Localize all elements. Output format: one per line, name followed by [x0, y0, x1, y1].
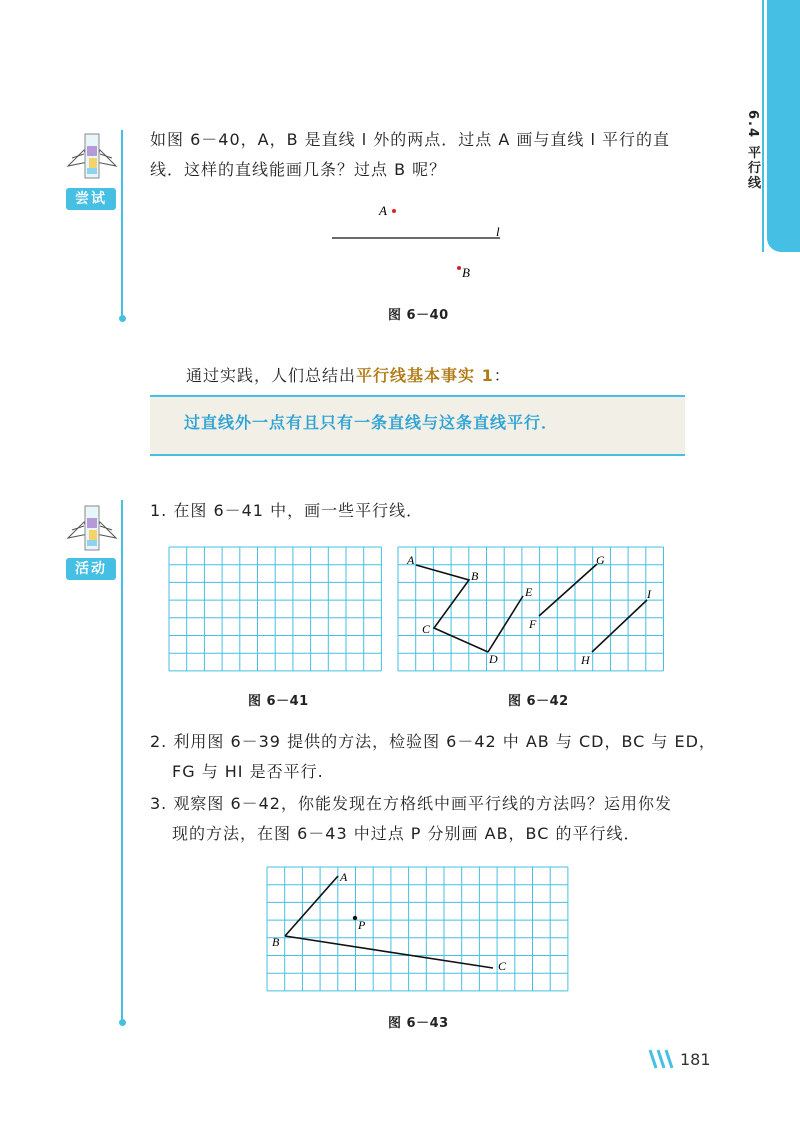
- point-p: [353, 916, 357, 920]
- segment-de: [488, 596, 523, 652]
- figure-6-41-caption: 图 6－41: [248, 694, 309, 709]
- label-p: P: [358, 918, 366, 932]
- fact-colon: ：: [493, 366, 511, 385]
- figure-6-40: [320, 195, 520, 295]
- label-e: E: [525, 585, 533, 599]
- activity-guide-dot: [119, 1019, 126, 1026]
- activity-item-2-line1: 2. 利用图 6－39 提供的方法，检验图 6－42 中 AB 与 CD，BC 与 ED，: [150, 732, 716, 751]
- label-g: G: [596, 553, 605, 567]
- label-a: A: [340, 870, 348, 884]
- label-d: D: [489, 652, 498, 666]
- fact-highlight: 平行线基本事实 1: [356, 366, 494, 385]
- page-stripes-icon: [648, 1048, 678, 1070]
- label-a: A: [407, 553, 415, 567]
- fact-statement: 过直线外一点有且只有一条直线与这条直线平行．: [184, 413, 559, 432]
- segment-fg: [539, 564, 597, 616]
- figure-6-43-caption: 图 6－43: [388, 1016, 449, 1031]
- label-c: C: [498, 959, 507, 973]
- activity-badge: 活动: [66, 558, 116, 580]
- point-b: [457, 266, 461, 270]
- activity-guide-line: [121, 500, 123, 1022]
- fact-intro-text: 通过实践，人们总结出: [186, 366, 357, 385]
- point-a: [392, 209, 396, 213]
- activity-item-1: 1. 在图 6－41 中，画一些平行线．: [150, 501, 424, 520]
- figure-6-41: [168, 546, 384, 672]
- label-b: B: [272, 935, 280, 949]
- segment-hi: [592, 600, 647, 652]
- label-h: H: [581, 653, 590, 667]
- label-c: C: [422, 622, 431, 636]
- label-i: I: [647, 587, 651, 601]
- try-guide-dot: [119, 315, 126, 322]
- activity-item-3-line2: 现的方法，在图 6－43 中过点 P 分别画 AB，BC 的平行线．: [172, 824, 641, 843]
- try-text-line2: 线．这样的直线能画几条？过点 B 呢？: [150, 160, 447, 179]
- activity-icon: [62, 500, 122, 560]
- side-tab: [767, 0, 800, 252]
- fact-intro: [186, 362, 511, 390]
- label-l: l: [496, 224, 500, 239]
- label-f: F: [529, 617, 537, 631]
- try-icon: [62, 128, 122, 188]
- try-badge: 尝试: [66, 188, 116, 210]
- page-number: 181: [680, 1050, 711, 1069]
- figure-6-42: [397, 546, 669, 672]
- side-tab-line: [762, 0, 764, 252]
- label-a: A: [379, 203, 387, 218]
- figure-6-43: [266, 866, 570, 992]
- label-b: B: [462, 265, 470, 280]
- label-b: B: [471, 569, 479, 583]
- figure-6-42-caption: 图 6－42: [508, 694, 569, 709]
- activity-item-3-line1: 3. 观察图 6－42，你能发现在方格纸中画平行线的方法吗？运用你发: [150, 794, 672, 813]
- section-label: 6.4 平行线: [745, 110, 760, 191]
- figure-6-40-caption: 图 6－40: [388, 308, 449, 323]
- try-text-line1: 如图 6－40，A，B 是直线 l 外的两点．过点 A 画与直线 l 平行的直: [150, 130, 670, 149]
- activity-item-2-line2: FG 与 HI 是否平行.: [172, 762, 324, 781]
